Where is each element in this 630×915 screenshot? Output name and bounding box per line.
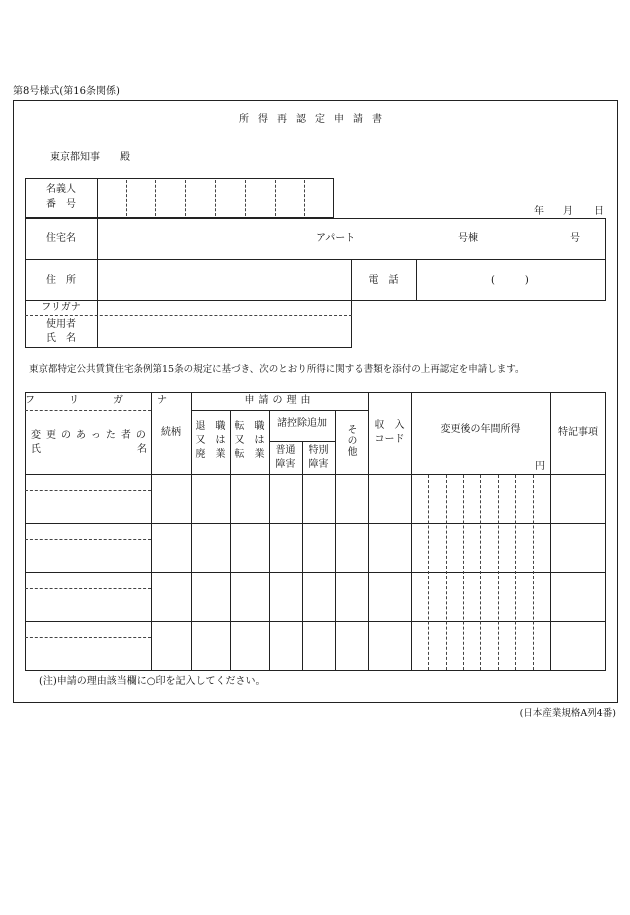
note: (注)申請の理由該当欄に○印を記入してください。 (39, 676, 266, 687)
furigana-header: フ リ ガ ナ (25, 395, 179, 406)
address-field[interactable] (98, 261, 350, 299)
residence-name-label: 住宅名 (46, 233, 76, 244)
income-code-header-1: 収 入 (374, 420, 405, 431)
annual-income-header: 変更後の年間所得 (440, 424, 521, 435)
user-label-2: 氏 名 (46, 333, 76, 344)
changed-person-header-2-right: 名 (137, 444, 147, 455)
remarks-header: 特記事項 (558, 427, 598, 438)
date-month: 月 (563, 206, 573, 217)
addressee: 東京都知事 殿 (50, 152, 130, 163)
building-number-label: 号棟 (458, 233, 478, 244)
retire-header-1: 退 職 (195, 421, 226, 432)
normal-disability-2: 障害 (275, 459, 296, 470)
meigi-label-1: 名義人 (46, 184, 76, 195)
table-row[interactable] (26, 524, 606, 571)
date-year: 年 (534, 206, 544, 217)
room-number-label: 号 (570, 233, 580, 244)
special-disability-2: 障害 (308, 459, 329, 470)
user-furigana-label: フリガナ (41, 302, 81, 313)
retire-header-3: 廃 業 (195, 449, 226, 460)
income-code-header-2: コード (374, 434, 405, 445)
changed-person-header-2-left: 氏 (31, 444, 41, 455)
changed-person-header-1: 変更のあった者の (31, 430, 151, 441)
relation-header: 続柄 (161, 427, 181, 438)
apart-label: アパート (316, 233, 356, 244)
user-furigana-field[interactable] (98, 301, 350, 314)
table-row[interactable] (26, 475, 606, 522)
retire-header-2: 又 は (195, 435, 226, 446)
transfer-header-3: 転 業 (234, 449, 265, 460)
user-label-1: 使用者 (46, 319, 76, 330)
table-row[interactable] (26, 622, 606, 670)
phone-label: 電 話 (368, 275, 399, 286)
form-number-label: 第8号様式(第16条関係) (13, 86, 120, 97)
other-header: その他 (345, 424, 356, 457)
deduction-header: 諸控除追加 (277, 418, 327, 429)
reason-header: 申請の理由 (244, 395, 315, 406)
date-day: 日 (594, 206, 604, 217)
transfer-header-1: 転 職 (234, 421, 265, 432)
address-label: 住 所 (46, 275, 76, 286)
special-disability-1: 特別 (308, 445, 329, 456)
normal-disability-1: 普通 (275, 445, 296, 456)
phone-area-code[interactable]: ( ) (491, 275, 529, 286)
form-title: 所得再認定申請書 (239, 114, 391, 125)
yen-unit: 円 (535, 461, 545, 472)
meigi-label-2: 番 号 (46, 199, 76, 210)
transfer-header-2: 又 は (234, 435, 265, 446)
table-row[interactable] (26, 573, 606, 620)
statement: 東京都特定公共賃貸住宅条例第15条の規定に基づき、次のとおり所得に関する書類を添付の上再認定を申請します。 (29, 364, 525, 375)
paper-spec: (日本産業規格A列4番) (519, 708, 616, 719)
user-name-field[interactable] (98, 317, 350, 347)
